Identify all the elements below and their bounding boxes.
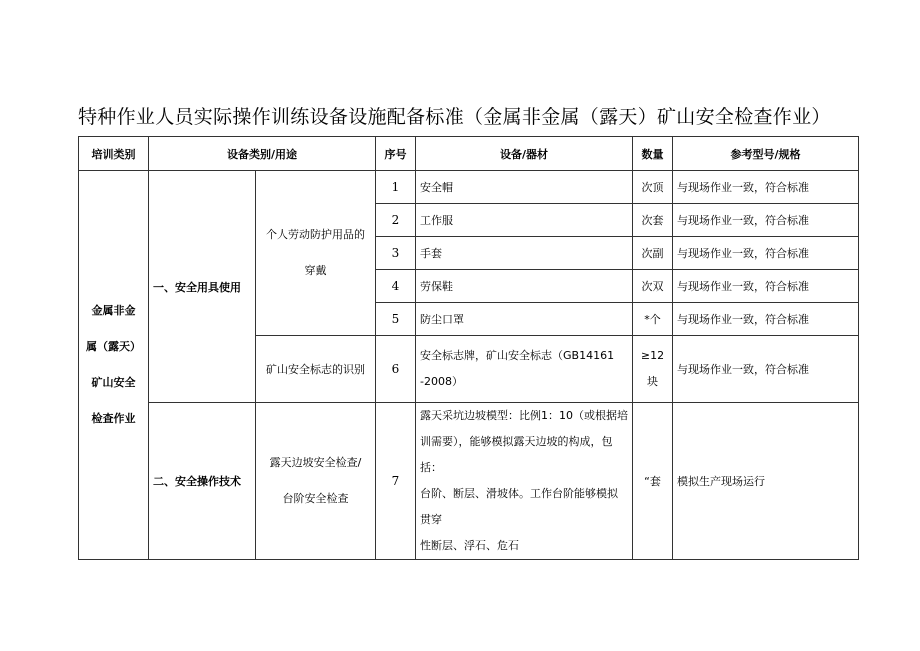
category-line: 检查作业 bbox=[91, 412, 136, 425]
seq-cell: 2 bbox=[376, 204, 416, 237]
equipment-cell: 防尘口罩 bbox=[416, 303, 633, 336]
header-equipment: 设备/器材 bbox=[416, 137, 633, 171]
subgroup-name-cell bbox=[256, 403, 376, 560]
header-seq: 序号 bbox=[376, 137, 416, 171]
table-row bbox=[79, 403, 859, 560]
subgroup-name-cell: 矿山安全标志的识别 bbox=[256, 336, 376, 403]
spec-cell: 与现场作业一致，符合标准 bbox=[673, 237, 859, 270]
equipment-cell: 安全帽 bbox=[416, 171, 633, 204]
equipment-cell bbox=[416, 403, 633, 560]
header-spec: 参考型号/规格 bbox=[673, 137, 859, 171]
subgroup-line: 台阶安全检查 bbox=[282, 492, 349, 505]
quantity-cell bbox=[633, 336, 673, 403]
quantity-cell: 次双 bbox=[633, 270, 673, 303]
equipment-line: 安全标志牌，矿山安全标志（GB14161 bbox=[420, 349, 615, 362]
page-title: 特种作业人员实际操作训练设备设施配备标准（金属非金属（露天）矿山安全检查作业） bbox=[78, 106, 831, 128]
table-header-row bbox=[79, 137, 859, 171]
quantity-cell: 次副 bbox=[633, 237, 673, 270]
quantity-cell: 次套 bbox=[633, 204, 673, 237]
subgroup-name-cell bbox=[256, 171, 376, 336]
spec-cell: 模拟生产现场运行 bbox=[673, 403, 859, 560]
group-name-cell: 一、安全用具使用 bbox=[149, 171, 256, 403]
equipment-cell: 工作服 bbox=[416, 204, 633, 237]
table-row bbox=[79, 171, 859, 204]
header-usage: 设备类别/用途 bbox=[149, 137, 376, 171]
equipment-line: 露天采坑边坡模型：比例1：10（或根据培 bbox=[420, 409, 628, 422]
quantity-cell: 次顶 bbox=[633, 171, 673, 204]
quantity-cell: *个 bbox=[633, 303, 673, 336]
training-category-cell bbox=[79, 171, 149, 560]
equipment-cell bbox=[416, 336, 633, 403]
spec-cell: 与现场作业一致，符合标准 bbox=[673, 303, 859, 336]
quantity-line: ≥12 bbox=[640, 349, 665, 362]
quantity-cell: “套 bbox=[633, 403, 673, 560]
seq-cell: 5 bbox=[376, 303, 416, 336]
equipment-cell: 手套 bbox=[416, 237, 633, 270]
quantity-line: 块 bbox=[647, 375, 658, 388]
subgroup-line: 露天边坡安全检查/ bbox=[269, 456, 362, 469]
header-quantity: 数量 bbox=[633, 137, 673, 171]
spec-cell: 与现场作业一致，符合标准 bbox=[673, 204, 859, 237]
subgroup-line: 个人劳动防护用品的 bbox=[266, 228, 365, 241]
header-category: 培训类别 bbox=[79, 137, 149, 171]
seq-cell: 4 bbox=[376, 270, 416, 303]
equipment-standard-table bbox=[78, 136, 859, 560]
seq-cell: 3 bbox=[376, 237, 416, 270]
equipment-line: 性断层、浮石、危石 bbox=[420, 539, 519, 552]
category-line: 属（露天） bbox=[86, 340, 141, 353]
seq-cell: 7 bbox=[376, 403, 416, 560]
equipment-cell: 劳保鞋 bbox=[416, 270, 633, 303]
group-name-cell: 二、安全操作技术 bbox=[149, 403, 256, 560]
category-line: 金属非金 bbox=[91, 304, 136, 317]
category-line: 矿山安全 bbox=[91, 376, 136, 389]
spec-cell: 与现场作业一致，符合标准 bbox=[673, 270, 859, 303]
equipment-line: -2008） bbox=[420, 375, 463, 388]
subgroup-line: 穿戴 bbox=[304, 264, 327, 277]
spec-cell: 与现场作业一致，符合标准 bbox=[673, 336, 859, 403]
seq-cell: 1 bbox=[376, 171, 416, 204]
seq-cell: 6 bbox=[376, 336, 416, 403]
spec-cell: 与现场作业一致，符合标准 bbox=[673, 171, 859, 204]
equipment-line: 训需要），能够模拟露天边坡的构成，包括： bbox=[420, 435, 613, 474]
equipment-line: 台阶、断层、滑坡体。工作台阶能够模拟贯穿 bbox=[420, 487, 618, 526]
